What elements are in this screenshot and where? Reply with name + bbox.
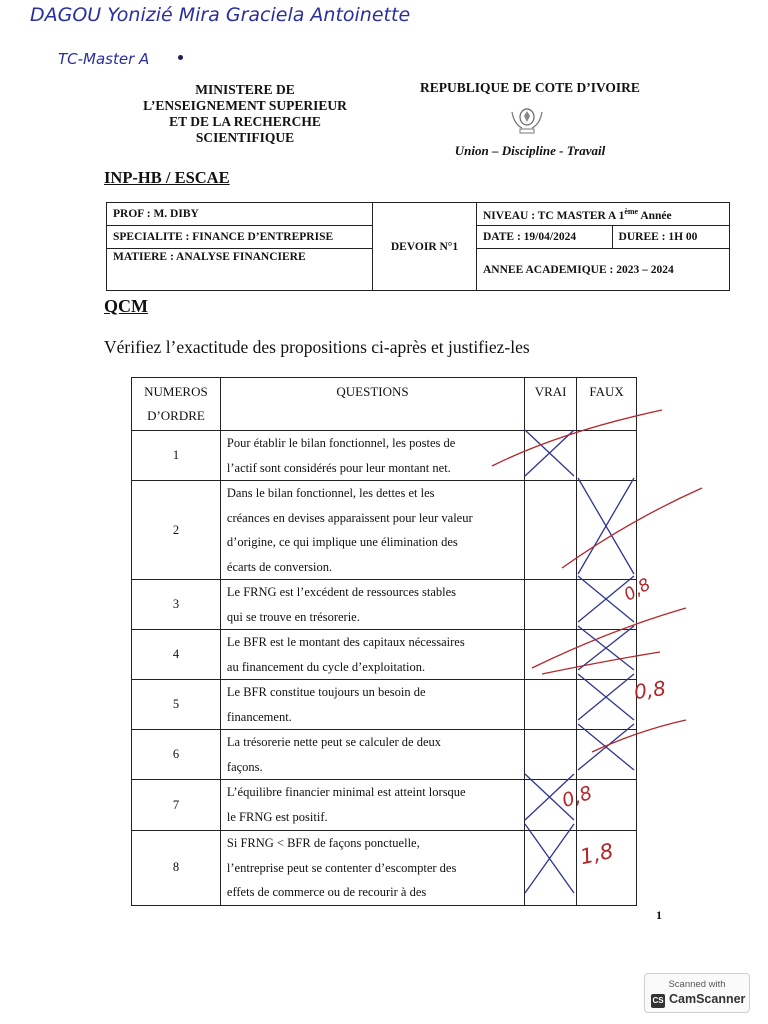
student-class-handwriting: TC-Master A [58, 50, 150, 68]
question-line: l’actif sont considérés pour leur montant net. [226, 460, 451, 475]
faux-checkbox[interactable] [577, 630, 637, 680]
header-questions: QUESTIONS [220, 378, 524, 431]
vrai-checkbox[interactable] [525, 680, 577, 730]
question-line: Le BFR constitue toujours un besoin de [226, 685, 426, 699]
table-row [132, 730, 637, 780]
question-line: au financement du cycle d’exploitation. [226, 659, 426, 674]
niveau-suffix: Année [638, 209, 672, 222]
vrai-checkbox[interactable] [525, 831, 577, 906]
question-line: L’équilibre financier minimal est atteint lorsque [226, 785, 466, 799]
qcm-instructions: Vérifiez l’exactitude des propositions ci-après et justifiez-les [104, 337, 530, 357]
grade-mark-q5: 0,8 [632, 675, 668, 705]
grade-mark-q3: 0,8 [620, 574, 655, 606]
question-line: le FRNG est positif. [226, 809, 328, 824]
table-row [132, 630, 637, 680]
niveau-superscript: ème [624, 206, 639, 216]
page-number: 1 [656, 908, 662, 922]
row-number: 7 [132, 780, 221, 831]
question-text [220, 630, 524, 680]
student-name-handwriting: DAGOU Yonizié Mira Graciela Antoinette [30, 4, 411, 26]
matiere-cell: MATIERE : ANALYSE FINANCIERE [107, 249, 373, 291]
header-faux: FAUX [577, 378, 637, 431]
header-numeros-line2: D’ORDRE [147, 408, 205, 423]
ministry-line: MINISTERE DE [195, 82, 295, 97]
row-number: 4 [132, 630, 221, 680]
national-motto: Union – Discipline - Travail [454, 143, 606, 158]
ministry-line: SCIENTIFIQUE [195, 130, 295, 145]
ink-dot [178, 55, 183, 60]
question-line: Si FRNG < BFR de façons ponctuelle, [226, 836, 420, 850]
vrai-checkbox[interactable] [525, 630, 577, 680]
table-row [132, 431, 637, 481]
header-numeros [132, 378, 221, 431]
question-line: financement. [226, 709, 292, 724]
qcm-table [131, 377, 637, 906]
date-cell: DATE : 19/04/2024 [477, 226, 613, 249]
question-line: Dans le bilan fonctionnel, les dettes et les [226, 486, 435, 500]
vrai-checkbox[interactable] [525, 481, 577, 580]
camscanner-logo-icon: CS [651, 994, 665, 1008]
prof-cell: PROF : M. DIBY [107, 203, 373, 226]
exam-info-table [106, 202, 730, 291]
question-line: Le FRNG est l’excédent de ressources stables [226, 585, 457, 599]
table-row [132, 580, 637, 630]
header-numeros-line1: NUMEROS [144, 384, 208, 399]
question-line: effets de commerce ou de recourir à des [226, 885, 427, 899]
vrai-checkbox[interactable] [525, 580, 577, 630]
faux-checkbox[interactable] [577, 730, 637, 780]
devoir-cell: DEVOIR N°1 [373, 203, 477, 291]
row-number: 1 [132, 431, 221, 481]
question-text [220, 730, 524, 780]
duree-cell: DUREE : 1H 00 [612, 226, 729, 249]
question-text [220, 780, 524, 831]
camscanner-name: CamScanner [669, 992, 746, 1006]
vrai-checkbox[interactable] [525, 431, 577, 481]
niveau-cell [477, 203, 730, 226]
question-line: d’origine, ce qui implique une élimination des [226, 535, 458, 549]
coat-of-arms-icon [508, 102, 546, 138]
question-line: Le BFR est le montant des capitaux nécessaires [226, 635, 465, 649]
niveau-text: NIVEAU : TC MASTER A 1 [483, 209, 625, 222]
annee-cell: ANNEE ACADEMIQUE : 2023 – 2024 [477, 249, 730, 291]
table-row [132, 780, 637, 831]
question-text [220, 580, 524, 630]
vrai-checkbox[interactable] [525, 730, 577, 780]
question-line: La trésorerie nette peut se calculer de deux [226, 735, 442, 749]
table-row [132, 481, 637, 580]
question-text [220, 680, 524, 730]
row-number: 5 [132, 680, 221, 730]
school-name: INP-HB / ESCAE [104, 168, 230, 187]
scanned-with-label: Scanned with [668, 979, 726, 990]
question-line: créances en devises apparaissent pour leur valeur [226, 510, 473, 525]
ministry-line: L’ENSEIGNEMENT SUPERIEUR [143, 98, 347, 113]
row-number: 8 [132, 831, 221, 906]
camscanner-watermark [644, 973, 750, 1013]
question-line: écarts de conversion. [226, 559, 333, 574]
question-text [220, 481, 524, 580]
grade-mark-q7: 0,8 [559, 781, 595, 813]
table-row [132, 831, 637, 906]
question-text [220, 431, 524, 481]
row-number: 6 [132, 730, 221, 780]
faux-checkbox[interactable] [577, 680, 637, 730]
republic-title: REPUBLIQUE DE COTE D’IVOIRE [420, 80, 640, 95]
header-vrai: VRAI [525, 378, 577, 431]
grade-mark-q8: 1,8 [577, 838, 616, 870]
question-line: façons. [226, 759, 263, 774]
question-line: qui se trouve en trésorerie. [226, 609, 360, 624]
row-number: 2 [132, 481, 221, 580]
question-line: l’entreprise peut se contenter d’escompter des [226, 860, 457, 875]
question-line: Pour établir le bilan fonctionnel, les postes de [226, 436, 456, 450]
ministry-line: ET DE LA RECHERCHE [169, 114, 321, 129]
faux-checkbox[interactable] [577, 431, 637, 481]
table-row [132, 680, 637, 730]
faux-checkbox[interactable] [577, 481, 637, 580]
row-number: 3 [132, 580, 221, 630]
qcm-title: QCM [104, 296, 148, 316]
ministry-block [120, 82, 370, 146]
specialite-cell: SPECIALITE : FINANCE D’ENTREPRISE [107, 226, 373, 249]
question-text [220, 831, 524, 906]
